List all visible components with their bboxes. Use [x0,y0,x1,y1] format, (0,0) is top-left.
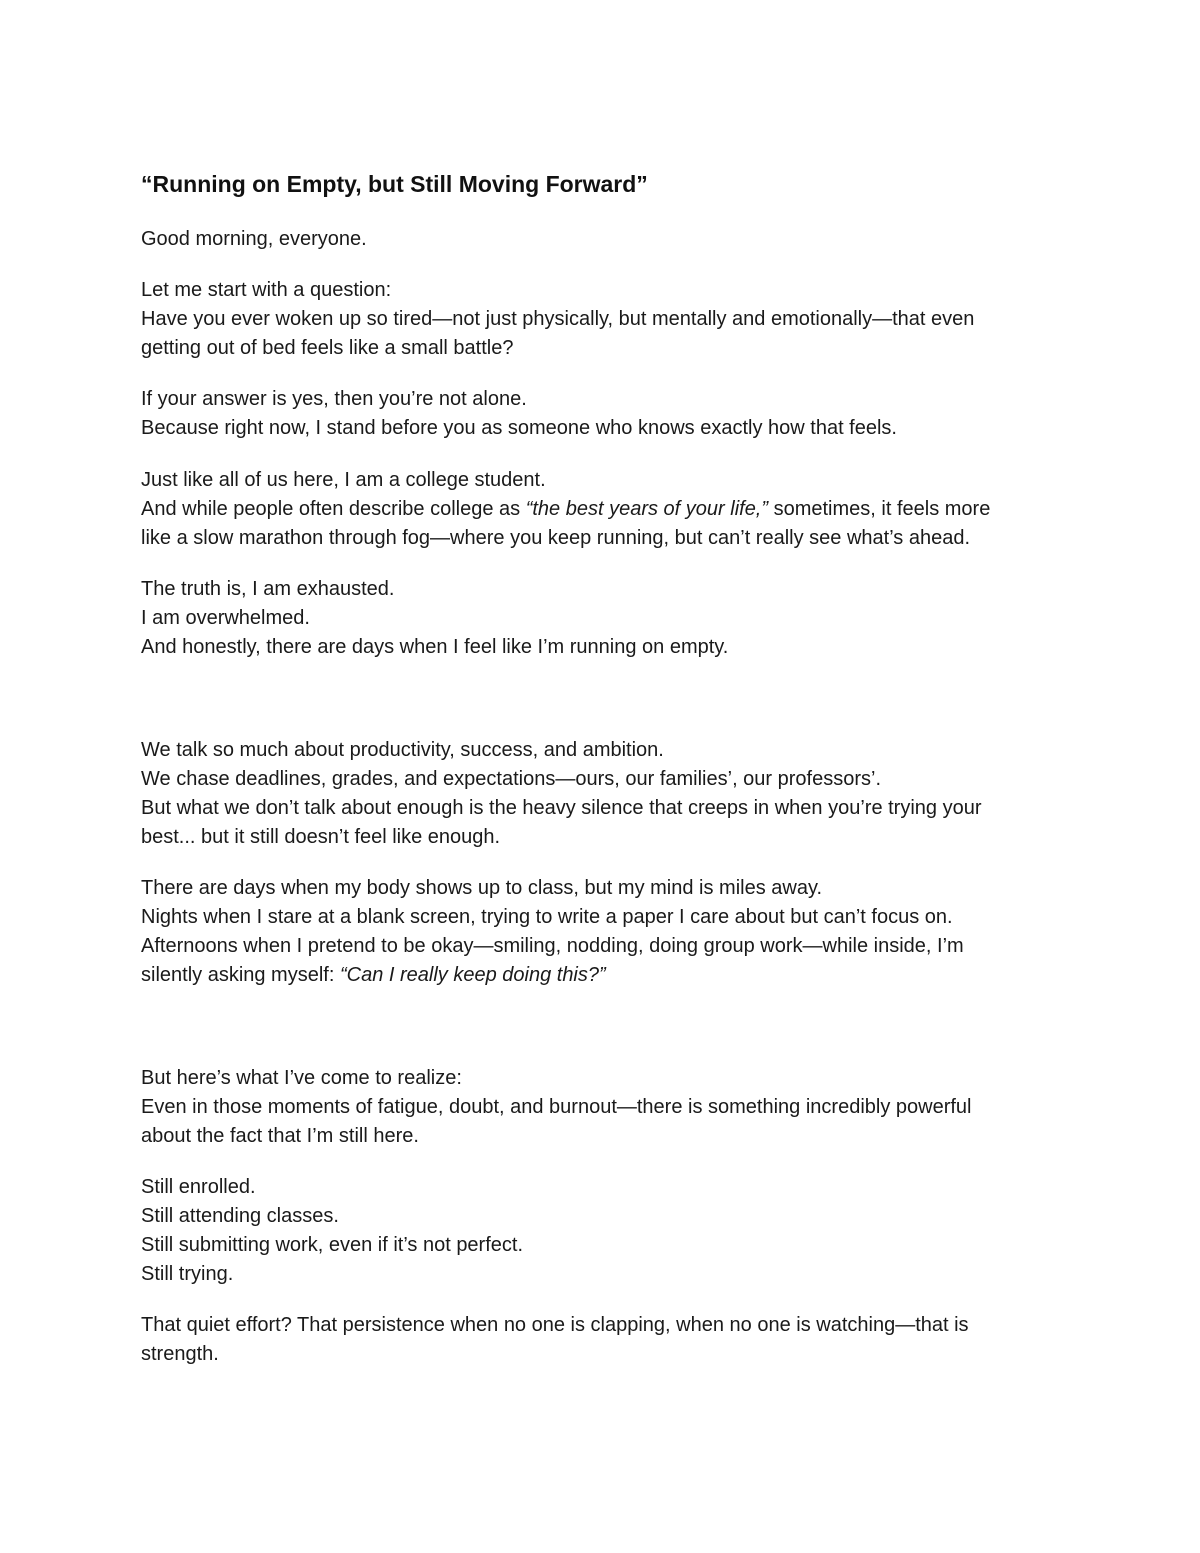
paragraph-6-line-4 [141,961,606,990]
paragraph-1-line-1: Let me start with a question: [141,279,392,301]
greeting-line: Good morning, everyone. [141,228,367,250]
paragraph-4-line-2: I am overwhelmed. [141,607,310,629]
paragraph-7-line-3: about the fact that I’m still here. [141,1125,419,1147]
paragraph-5-line-1: We talk so much about productivity, success, and ambition. [141,739,664,761]
quote-best-years: “the best years of your life,” [525,498,769,520]
paragraph-3-line-2-tail: sometimes, it feels more [768,498,991,520]
paragraph-9-line-2: strength. [141,1343,219,1365]
paragraph-3-line-1: Just like all of us here, I am a college student. [141,469,546,491]
paragraph-5-line-2: We chase deadlines, grades, and expectations—ours, our families’, our professors’. [141,768,882,790]
paragraph-6-line-1: There are days when my body shows up to class, but my mind is miles away. [141,877,823,899]
paragraph-4-line-1: The truth is, I am exhausted. [141,578,395,600]
paragraph-3-line-3: like a slow marathon through fog—where you keep running, but can’t really see what’s ahead. [141,527,971,549]
quote-keep-doing: “Can I really keep doing this?” [339,964,606,986]
paragraph-7-line-2: Even in those moments of fatigue, doubt, and burnout—there is something incredibly powerful [141,1096,972,1118]
paragraph-4-line-3: And honestly, there are days when I feel like I’m running on empty. [141,636,729,658]
paragraph-1-line-3: getting out of bed feels like a small battle? [141,337,514,359]
paragraph-3-line-2 [141,495,990,524]
paragraph-6-line-3: Afternoons when I pretend to be okay—smiling, nodding, doing group work—while inside, I’m [141,935,964,957]
paragraph-6-line-4-lead: silently asking myself: [141,964,340,986]
paragraph-7-line-1: But here’s what I’ve come to realize: [141,1067,462,1089]
paragraph-6-line-2: Nights when I stare at a blank screen, trying to write a paper I care about but can’t focus on. [141,906,953,928]
paragraph-5-line-4: best... but it still doesn’t feel like enough. [141,826,501,848]
paragraph-8-line-4: Still trying. [141,1263,234,1285]
paragraph-8-line-1: Still enrolled. [141,1176,256,1198]
paragraph-1-line-2: Have you ever woken up so tired—not just physically, but mentally and emotionally—that even [141,308,975,330]
paragraph-5-line-3: But what we don’t talk about enough is the heavy silence that creeps in when you’re trying your [141,797,982,819]
paragraph-8-line-2: Still attending classes. [141,1205,339,1227]
paragraph-3-line-2-lead: And while people often describe college as [141,498,526,520]
paragraph-8-line-3: Still submitting work, even if it’s not perfect. [141,1234,524,1256]
document-title: “Running on Empty, but Still Moving Forward” [141,171,648,197]
paragraph-2-line-2: Because right now, I stand before you as someone who knows exactly how that feels. [141,417,897,439]
paragraph-9-line-1: That quiet effort? That persistence when no one is clapping, when no one is watching—that is [141,1314,969,1336]
paragraph-2-line-1: If your answer is yes, then you’re not alone. [141,388,527,410]
